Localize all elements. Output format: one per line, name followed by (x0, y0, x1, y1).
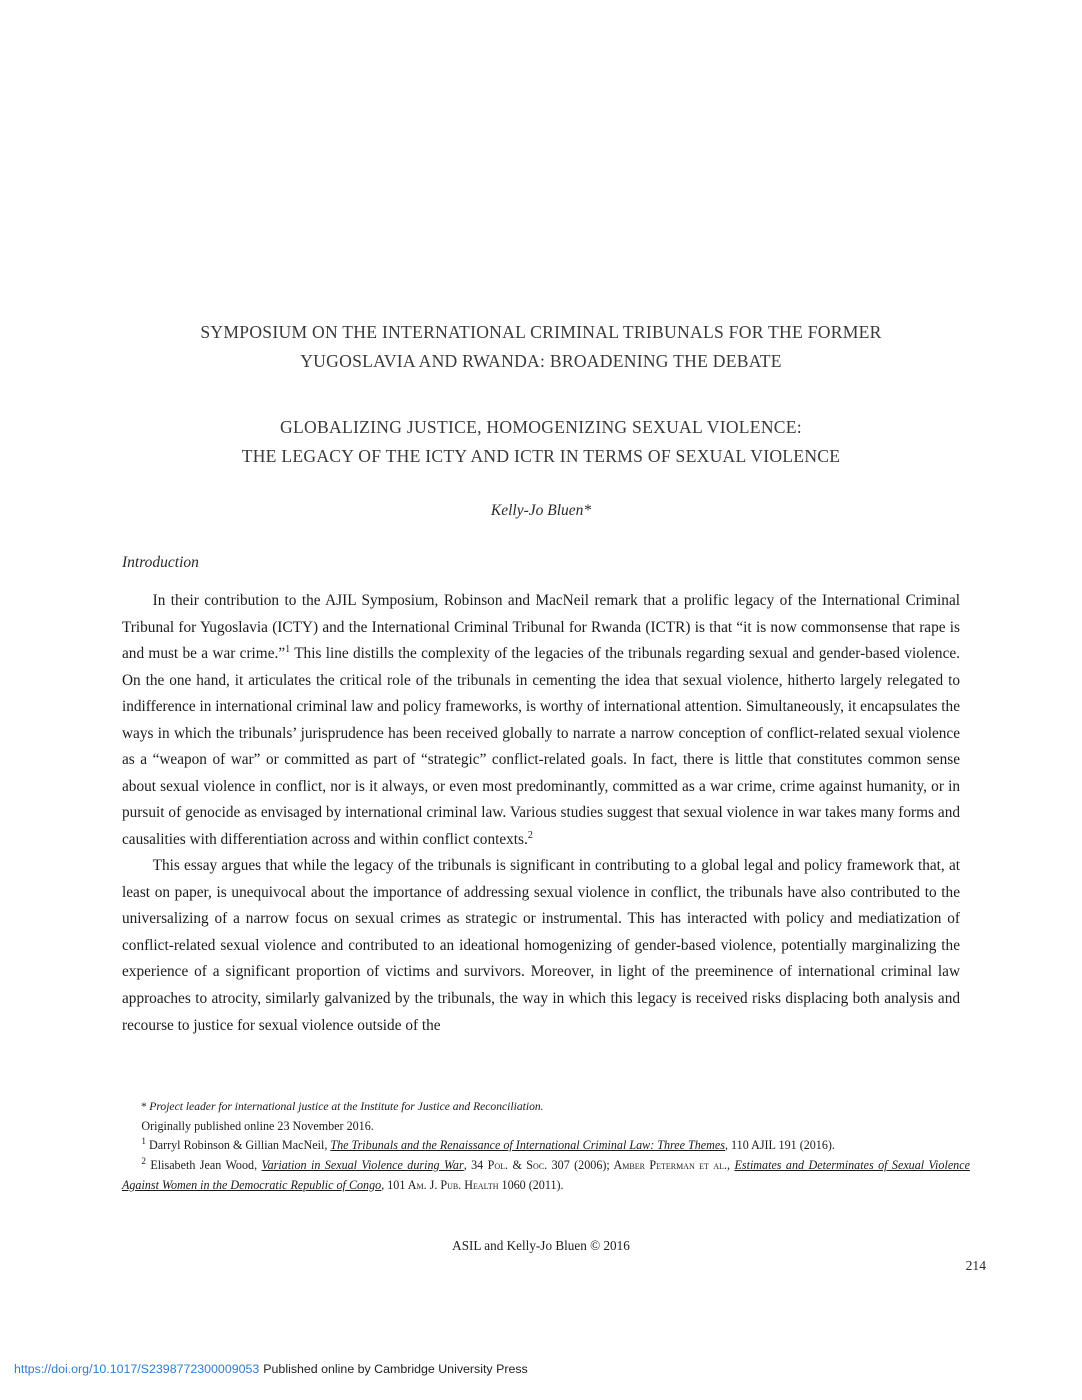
footnote-1 (122, 1136, 970, 1156)
footnote-author-affiliation: * Project leader for international justice at the Institute for Justice and Reconciliation. (140, 1100, 544, 1113)
footnote-1-suffix: , 110 AJIL 191 (2016). (725, 1138, 835, 1153)
author-byline: Kelly-Jo Bluen* (490, 502, 592, 519)
paragraph-1: In their contribution to the AJIL Symposium, Robinson and MacNeil remark that a prolific legacy of the International Criminal Tribunal for Yugoslavia (ICTY) and the International Criminal Tribunal for Rwanda (ICTR) is that “it is now commonsense that rape is and must be a war crime.”$^1$ This line distills the complexity of the legacies of the tribunals regarding sexual and gender-based violence. On the one hand, it articulates the critical role of the tribunals in cementing the idea that sexual violence, hitherto largely relegated to indifference in international criminal law and policy frameworks, is worthy of international attention. Simultaneously, it encapsulates the ways in which the tribunals’ jurisprudence has been received globally to narrate a narrow conception of conflict-related sexual violence as a “weapon of war” or committed as part of “strategic” conflict-related goals. In fact, there is little that constitutes common sense about sexual violence in conflict, nor is it always, or even most predominantly, committed as a war crime, crime against humanity, or in pursuit of genocide as envisaged by international criminal law. Various studies suggest that sexual violence in war takes many forms and causalities with differentiation across and within conflict contexts.$^2$ (122, 592, 960, 848)
footnote-2 (122, 1156, 970, 1195)
page-number: 214 (965, 1258, 986, 1273)
symposium-heading-line-1: SYMPOSIUM ON THE INTERNATIONAL CRIMINAL TRIBUNALS FOR THE FORMER (200, 322, 882, 342)
footnote-2-title-2: Estimates and Determinates of Sexual Violence Against Women in the Democratic Republic of Congo (122, 1157, 970, 1192)
article-title-line-2: THE LEGACY OF THE ICTY AND ICTR IN TERMS OF SEXUAL VIOLENCE (241, 445, 841, 466)
copyright-line: ASIL and Kelly-Jo Bluen © 2016 (452, 1238, 630, 1253)
article-title-line-1: GLOBALIZING JUSTICE, HOMOGENIZING SEXUAL VIOLENCE: (280, 417, 802, 437)
footnote-ref-2[interactable]: 2 (527, 829, 533, 841)
footnote-2-title-1: Variation in Sexual Violence during War (261, 1157, 464, 1172)
footnotes-block (122, 1098, 970, 1195)
doi-footer-bar (14, 1362, 528, 1376)
footnote-2-marker: 2 (141, 1155, 146, 1166)
body-text (122, 588, 960, 1039)
page-content (122, 318, 960, 1039)
doi-link[interactable]: https://doi.org/10.1017/S2398772300009053 (14, 1362, 260, 1376)
footnote-2-suffix: , 101 Am. J. Pub. Health 1060 (2011). (381, 1177, 564, 1192)
symposium-heading (122, 318, 960, 375)
footnote-1-title: The Tribunals and the Renaissance of International Criminal Law: Three Themes (330, 1138, 725, 1153)
symposium-heading-line-2: YUGOSLAVIA AND RWANDA: BROADENING THE DEBATE (300, 350, 782, 371)
footnote-originally-published: Originally published online 23 November 2016. (141, 1118, 374, 1133)
paragraph-2: This essay argues that while the legacy of the tribunals is significant in contributing to a global legal and policy framework that, at least on paper, is unequivocal about the importance of addressing sexual violence in conflict, the tribunals have also contributed to the universalizing of a narrow focus on sexual crimes as strategic or instrumental. This has interacted with policy and mediatization of conflict-related sexual violence and contributed to an ideational homogenizing of gender-based violence, potentially marginalizing the experience of a significant proportion of victims and survivors. Moreover, in light of the preeminence of international criminal law approaches to atrocity, similarly galvanized by the tribunals, the way in which this legacy is received risks displacing both analysis and recourse to justice for sexual violence outside of the (122, 857, 960, 1034)
article-title (122, 413, 960, 470)
footnote-ref-1[interactable]: 1 (285, 643, 291, 655)
footnote-2-middle: , 34 Pol. & Soc. 307 (2006); Amber Peterman et al., (463, 1157, 731, 1172)
section-heading-introduction: Introduction (122, 554, 199, 571)
footnote-1-marker: 1 (141, 1136, 146, 1147)
footnote-2-prefix: Elisabeth Jean Wood, (150, 1157, 258, 1172)
published-by-label: Published online by Cambridge University Press (263, 1362, 528, 1376)
footnote-1-prefix: Darryl Robinson & Gillian MacNeil, (148, 1138, 328, 1153)
